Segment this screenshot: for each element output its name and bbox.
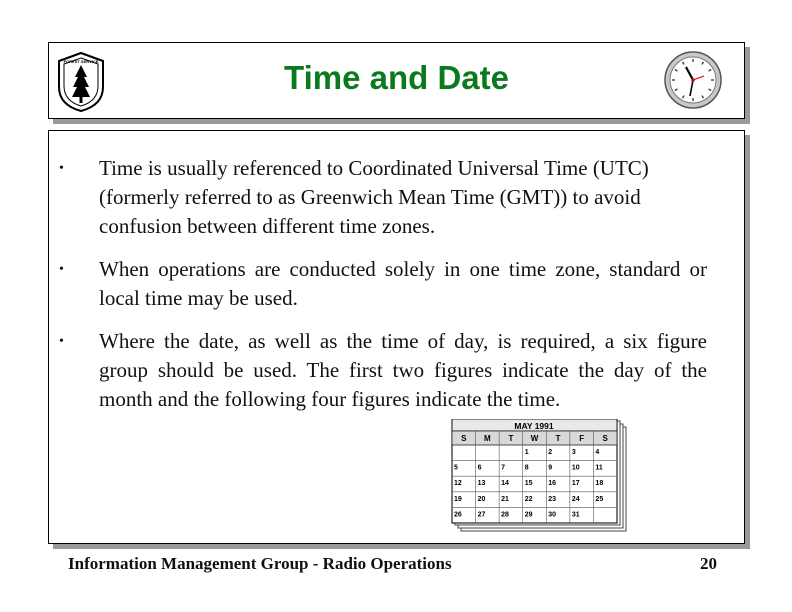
calendar-date: 28: [501, 511, 509, 519]
calendar-date: 6: [477, 464, 482, 472]
calendar-date: 17: [571, 480, 580, 488]
calendar-icon: [449, 419, 629, 534]
calendar-date: 16: [548, 480, 557, 488]
calendar-date: 10: [571, 464, 580, 472]
bullet-item: [59, 327, 707, 414]
calendar-date: 19: [454, 495, 462, 503]
calendar-day-header: S: [602, 434, 608, 443]
title-panel: [48, 42, 745, 119]
calendar-date: 12: [454, 480, 462, 488]
page-title: Time and Date: [284, 59, 509, 96]
calendar-day-header: T: [508, 434, 514, 443]
calendar-date: 25: [595, 495, 604, 503]
calendar-date: 31: [571, 511, 580, 519]
calendar-date: 14: [501, 480, 509, 488]
calendar-day-header: W: [530, 434, 539, 443]
bullet-item: [59, 255, 707, 313]
clock-icon: [663, 50, 723, 110]
content-panel: [48, 130, 745, 544]
calendar-day-header: M: [484, 434, 491, 443]
calendar-date: 4: [595, 449, 600, 456]
footer-group-name: Information Management Group - Radio Operations: [68, 554, 452, 573]
calendar-date: 21: [501, 495, 509, 503]
bullet-text: Time is usually referenced to Coordinated Universal Time (UTC) (formerly referred to as Greenwich Mean Time (GMT)) to avoid confusion between different time zones.: [99, 156, 649, 238]
calendar-date: 30: [548, 511, 557, 519]
calendar-date: 15: [524, 480, 533, 488]
calendar-day-header: F: [579, 434, 585, 443]
bullet-item: [59, 154, 707, 241]
calendar-date: 22: [524, 495, 533, 503]
calendar-date: 11: [595, 464, 603, 472]
calendar-date: 29: [524, 511, 533, 519]
calendar-date: 1: [524, 449, 529, 456]
calendar-date: 13: [477, 480, 486, 488]
calendar-date: 18: [595, 480, 604, 488]
bullet-dot: •: [59, 262, 64, 277]
calendar-date: 27: [477, 511, 486, 519]
bullet-text: When operations are conducted solely in one time zone, standard or local time may be used.: [99, 257, 707, 310]
bullet-text: Where the date, as well as the time of day, is required, a six figure group should be used. The first two figures indicate the day of the month and the following four figures indicate the time.: [99, 329, 707, 411]
calendar-date: 3: [571, 449, 576, 456]
bullet-dot: •: [59, 161, 64, 176]
calendar-date: 2: [548, 449, 553, 456]
calendar-date: 9: [548, 464, 553, 472]
calendar-month-label: MAY 1991: [514, 421, 554, 431]
bullet-dot: •: [59, 334, 64, 349]
calendar-date: 20: [477, 495, 486, 503]
calendar-day-header: T: [555, 434, 561, 443]
calendar-date: 23: [548, 495, 557, 503]
calendar-date: 26: [454, 511, 462, 519]
calendar-date: 8: [524, 464, 529, 472]
calendar-date: 24: [571, 495, 580, 503]
seal-text: FOREST SERVICE: [63, 59, 99, 64]
calendar-date: 5: [454, 464, 458, 472]
page-number: 20: [700, 554, 717, 573]
calendar-date: 7: [501, 464, 506, 472]
calendar-day-header: S: [461, 434, 467, 443]
